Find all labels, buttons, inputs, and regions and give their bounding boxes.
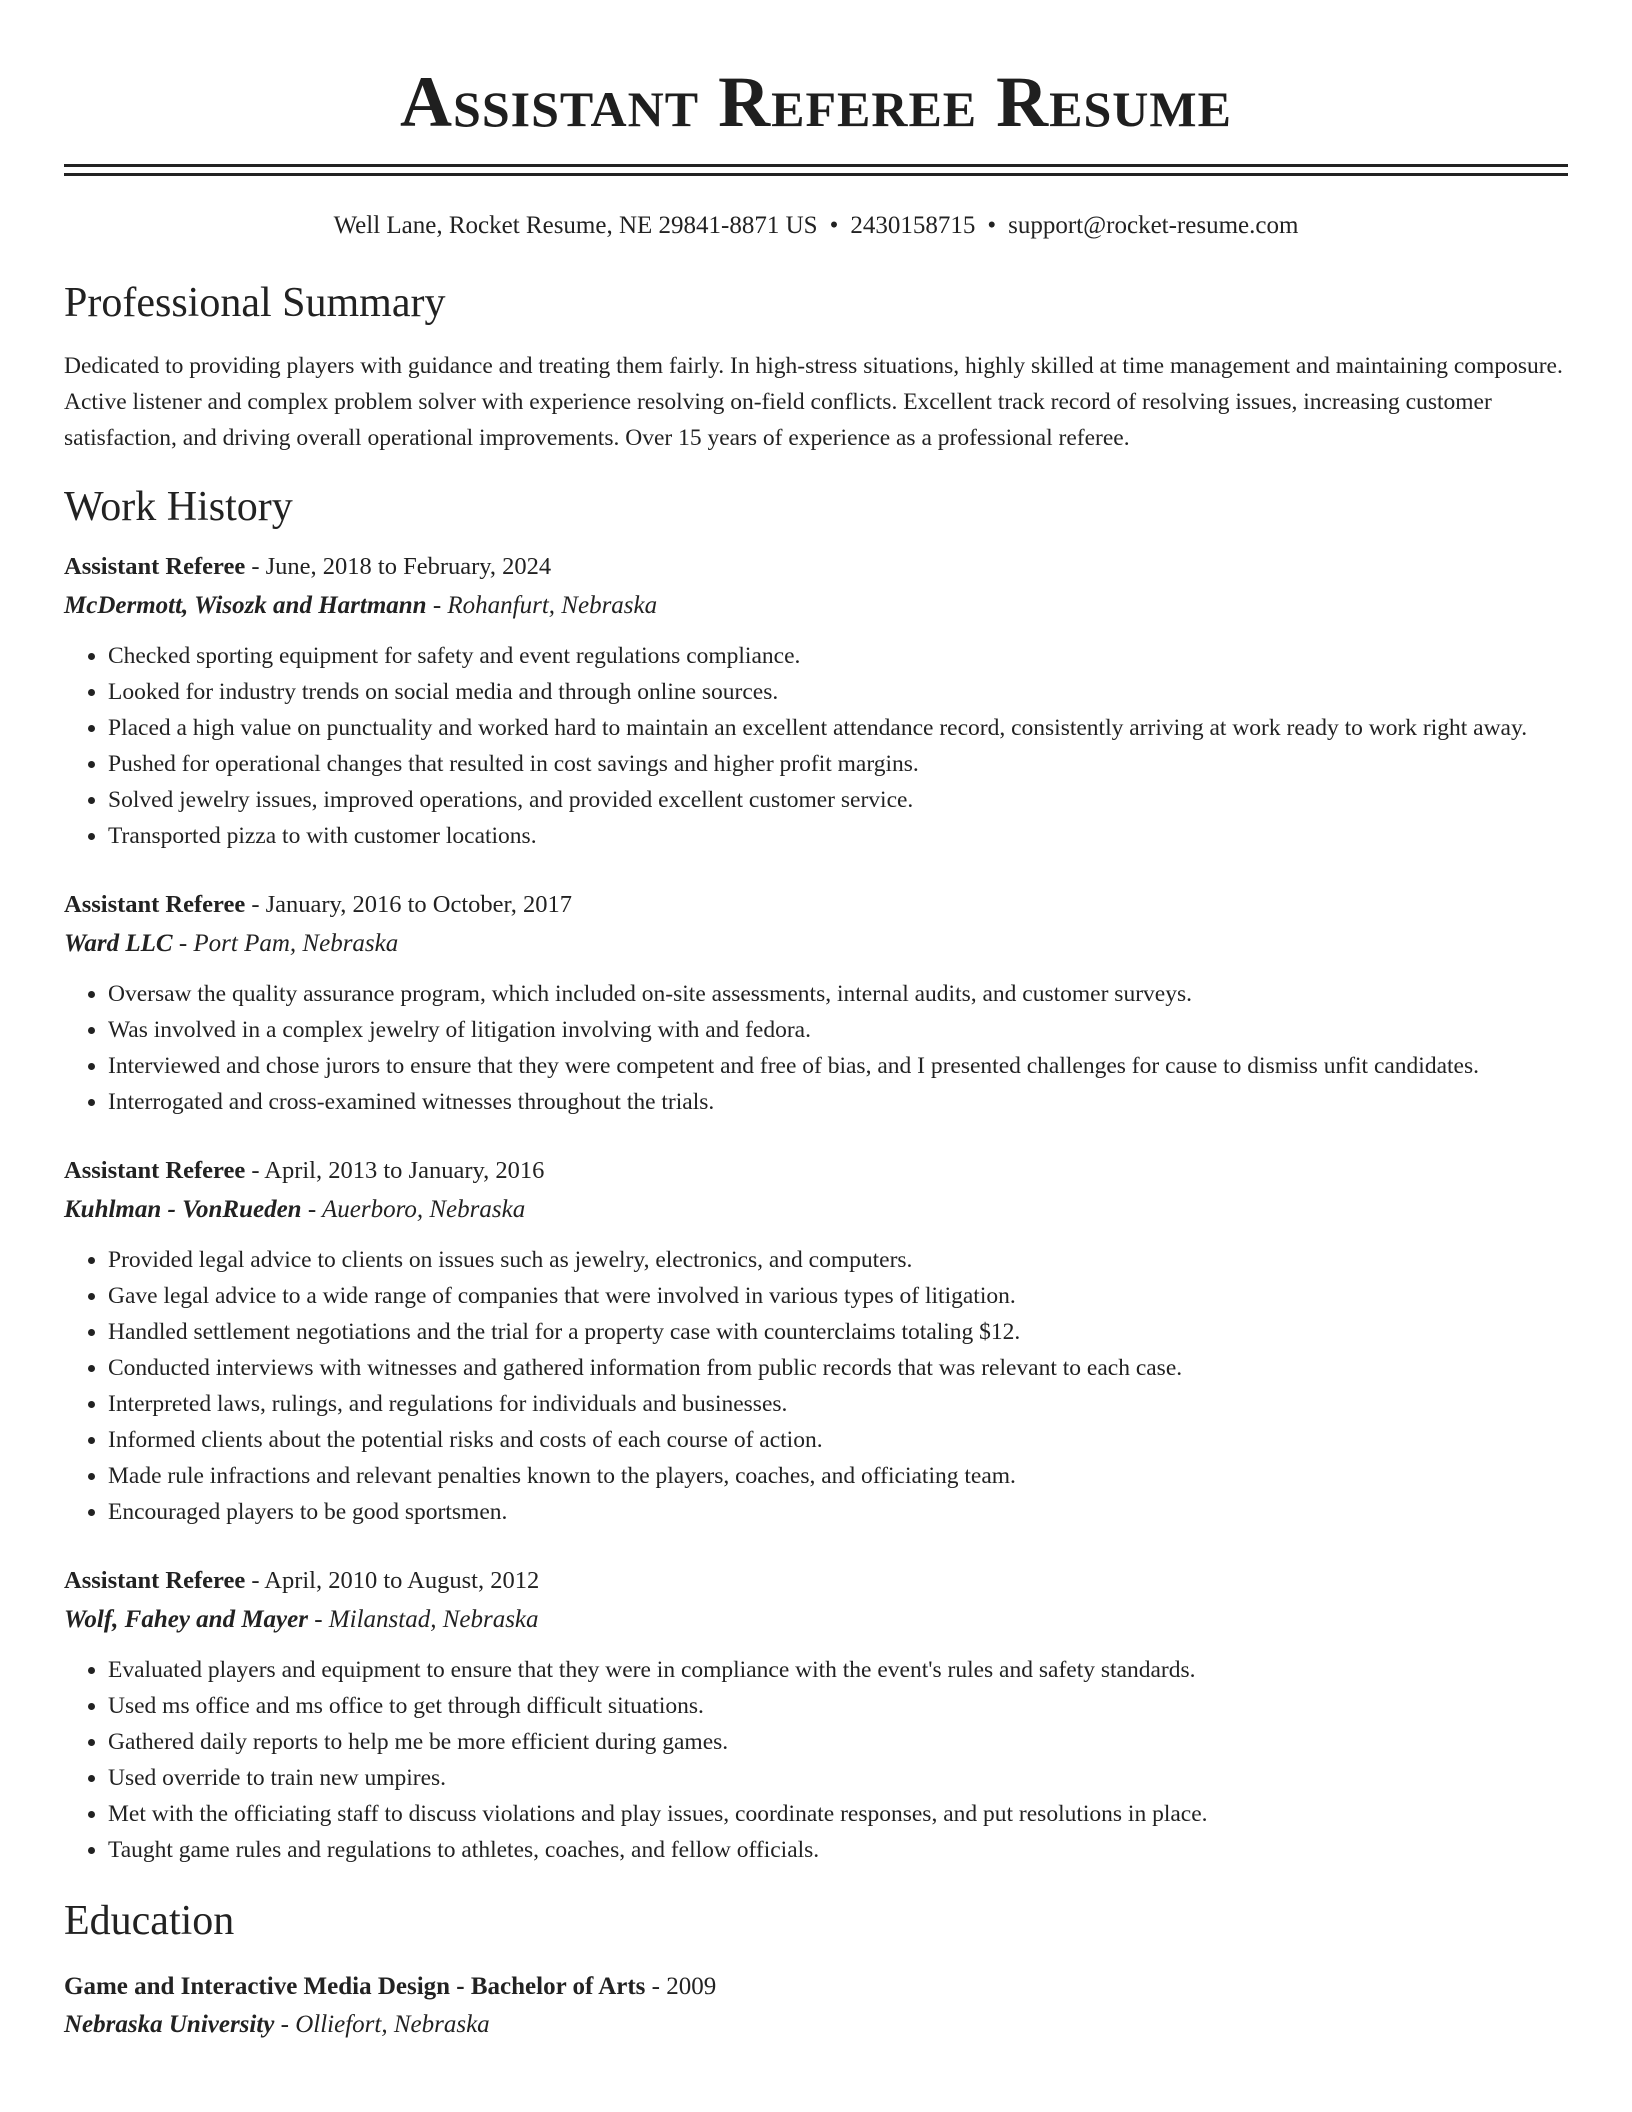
job-company: McDermott, Wisozk and Hartmann: [64, 592, 427, 619]
job-bullets: [64, 976, 1568, 1120]
job-location: - Rohanfurt, Nebraska: [426, 592, 658, 619]
job-bullet: • Interrogated and cross-examined witnesses throughout the trials.: [108, 1084, 1568, 1120]
job-bullet: • Transported pizza to with customer locations.: [108, 818, 1568, 854]
job-dates: - January, 2016 to October, 2017: [245, 891, 572, 918]
job-title-line: [64, 548, 1568, 586]
job-title: Assistant Referee: [64, 1157, 246, 1184]
education-school-line: [64, 2006, 1568, 2044]
job-bullet: • Was involved in a complex jewelry of litigation involving with and fedora.: [108, 1012, 1568, 1048]
contact-separator: •: [987, 212, 997, 239]
job-entry: [64, 886, 1568, 1120]
job-title: Assistant Referee: [64, 1567, 246, 1594]
job-bullet: • Conducted interviews with witnesses and gathered information from public records that was relevant to each case.: [108, 1350, 1568, 1386]
job-bullet: • Interpreted laws, rulings, and regulations for individuals and businesses.: [108, 1386, 1568, 1422]
job-location: - Auerboro, Nebraska: [301, 1196, 526, 1223]
job-bullet: • Oversaw the quality assurance program, which included on-site assessments, internal audits, and customer surveys.: [108, 976, 1568, 1012]
job-company: Ward LLC: [64, 930, 173, 957]
job-company-line: [64, 924, 1568, 964]
job-title-line: [64, 1152, 1568, 1190]
job-bullets: [64, 1652, 1568, 1868]
job-entry: [64, 1152, 1568, 1530]
job-bullet: • Solved jewelry issues, improved operations, and provided excellent customer service.: [108, 782, 1568, 818]
education-section: [64, 1896, 1568, 2044]
contact-phone: 2430158715: [850, 212, 976, 239]
job-bullet: • Looked for industry trends on social media and through online sources.: [108, 674, 1568, 710]
job-title-line: [64, 1562, 1568, 1600]
job-bullet: • Evaluated players and equipment to ensure that they were in compliance with the event's rules and safety standards.: [108, 1652, 1568, 1688]
title-double-rule: [64, 164, 1568, 176]
job-bullet: • Handled settlement negotiations and the trial for a property case with counterclaims totaling $12.: [108, 1314, 1568, 1350]
job-title-line: [64, 886, 1568, 924]
job-bullet: • Used override to train new umpires.: [108, 1760, 1568, 1796]
contact-separator: •: [829, 212, 839, 239]
job-location: - Port Pam, Nebraska: [172, 930, 399, 957]
work-history-section: [64, 482, 1568, 1868]
contact-email: support@rocket-resume.com: [1008, 212, 1299, 239]
education-degree-line: [64, 1968, 1568, 2006]
job-title: Assistant Referee: [64, 891, 246, 918]
education-school: Nebraska University: [64, 2011, 275, 2038]
job-bullet: • Provided legal advice to clients on issues such as jewelry, electronics, and computers.: [108, 1242, 1568, 1278]
job-bullet: • Pushed for operational changes that resulted in cost savings and higher profit margins.: [108, 746, 1568, 782]
resume-title: Assistant Referee Resume: [400, 62, 1232, 142]
job-bullet: • Informed clients about the potential risks and costs of each course of action.: [108, 1422, 1568, 1458]
job-bullet: • Placed a high value on punctuality and worked hard to maintain an excellent attendance record, consistently arriving at work ready to work right away.: [108, 710, 1568, 746]
job-company: Wolf, Fahey and Mayer: [64, 1606, 308, 1633]
summary-heading: Professional Summary: [64, 280, 446, 326]
contact-line: [64, 210, 1568, 242]
job-bullet: • Encouraged players to be good sportsmen.: [108, 1494, 1568, 1530]
job-bullet: • Used ms office and ms office to get through difficult situations.: [108, 1688, 1568, 1724]
job-bullet: • Interviewed and chose jurors to ensure that they were competent and free of bias, and I presented challenges for cause to dismiss unfit candidates.: [108, 1048, 1568, 1084]
summary-section: [64, 278, 1568, 456]
education-heading: Education: [64, 1898, 235, 1944]
job-dates: - April, 2010 to August, 2012: [245, 1567, 540, 1594]
education-location: - Olliefort, Nebraska: [274, 2011, 490, 2038]
job-location: - Milanstad, Nebraska: [307, 1606, 539, 1633]
job-company-line: [64, 1190, 1568, 1230]
job-bullet: • Taught game rules and regulations to athletes, coaches, and fellow officials.: [108, 1832, 1568, 1868]
job-bullets: [64, 638, 1568, 854]
contact-address: Well Lane, Rocket Resume, NE 29841-8871 US: [333, 212, 818, 239]
job-entry: [64, 1562, 1568, 1868]
job-entry: [64, 548, 1568, 854]
job-title: Assistant Referee: [64, 553, 246, 580]
job-dates: - April, 2013 to January, 2016: [245, 1157, 545, 1184]
job-company-line: [64, 1600, 1568, 1640]
education-year: - 2009: [645, 1973, 717, 2000]
work-history-heading: Work History: [64, 484, 293, 530]
summary-text: Dedicated to providing players with guidance and treating them fairly. In high-stress situations, highly skilled at time management and maintaining composure. Active listener and complex problem solver with experience resolving on-field conflicts. Excellent track record of resolving issues, increasing customer satisfaction, and driving overall operational improvements. Over 15 years of experience as a professional referee.: [64, 353, 1563, 451]
resume-page: [64, 0, 1568, 2044]
job-company: Kuhlman - VonRueden: [64, 1196, 302, 1223]
job-bullet: • Checked sporting equipment for safety and event regulations compliance.: [108, 638, 1568, 674]
job-bullet: • Made rule infractions and relevant penalties known to the players, coaches, and officiating team.: [108, 1458, 1568, 1494]
job-bullet: • Gathered daily reports to help me be more efficient during games.: [108, 1724, 1568, 1760]
job-bullet: • Gave legal advice to a wide range of companies that were involved in various types of litigation.: [108, 1278, 1568, 1314]
job-bullets: [64, 1242, 1568, 1530]
job-company-line: [64, 586, 1568, 626]
education-degree: Game and Interactive Media Design - Bachelor of Arts: [64, 1973, 646, 2000]
job-bullet: • Met with the officiating staff to discuss violations and play issues, coordinate responses, and put resolutions in place.: [108, 1796, 1568, 1832]
job-dates: - June, 2018 to February, 2024: [245, 553, 552, 580]
